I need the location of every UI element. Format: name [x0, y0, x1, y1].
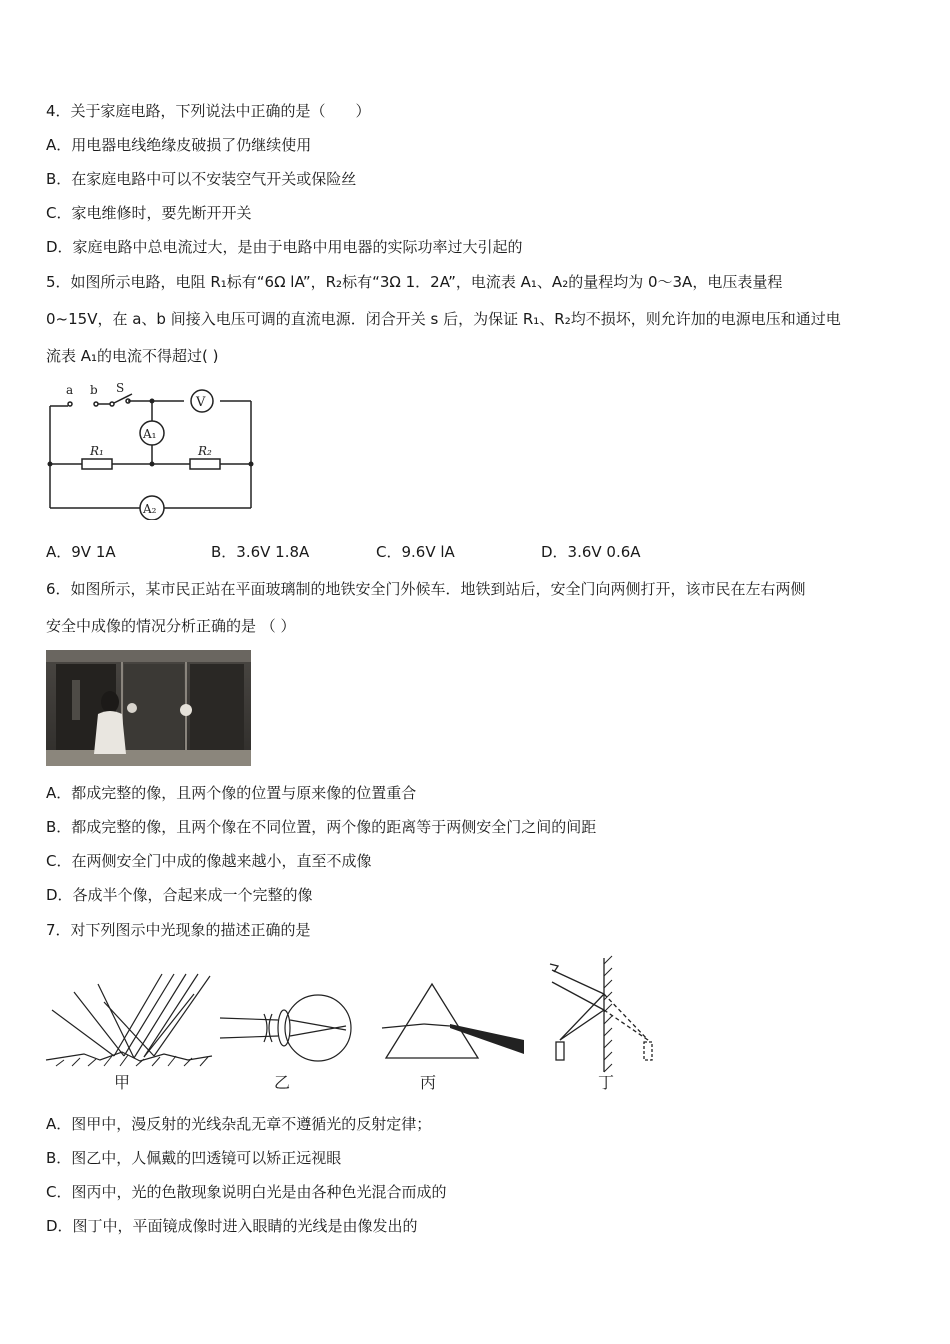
- q5-option-b: B．3.6V 1.8A: [211, 543, 310, 561]
- q7-option-b: B．图乙中，人佩戴的凹透镜可以矫正远视眼: [46, 1149, 342, 1167]
- q6-option-a: A．都成完整的像，且两个像的位置与原来像的位置重合: [46, 784, 417, 802]
- q5-option-d: D．3.6V 0.6A: [541, 543, 641, 561]
- q4-option-b: B．在家庭电路中可以不安装空气开关或保险丝: [46, 170, 357, 188]
- q7-option-c: C．图丙中，光的色散现象说明白光是由各种色光混合而成的: [46, 1183, 447, 1201]
- q5-stem-line-3: 流表 A₁的电流不得超过( ): [46, 347, 219, 365]
- q6-option-d: D．各成半个像，合起来成一个完整的像: [46, 886, 313, 904]
- q5-stem-line-2: 0~15V，在 a、b 间接入电压可调的直流电源．闭合开关 s 后，为保证 R₁、R₂均不损坏，则允许加的电源电压和通过电: [46, 310, 841, 328]
- label-b: b: [90, 383, 98, 397]
- q6-option-c: C．在两侧安全门中成的像越来越小，直至不成像: [46, 852, 372, 870]
- q7-stem: 7．对下列图示中光现象的描述正确的是: [46, 921, 311, 939]
- q5-circuit-diagram: [44, 380, 260, 520]
- q6-subway-photo: [46, 650, 251, 766]
- q4-option-c: C．家电维修时，要先断开开关: [46, 204, 252, 222]
- q7-figure-bing: [380, 962, 530, 1094]
- label-bing: 丙: [420, 1073, 437, 1092]
- q6-option-b: B．都成完整的像，且两个像在不同位置，两个像的距离等于两侧安全门之间的间距: [46, 818, 597, 836]
- q6-stem-line-2: 安全中成像的情况分析正确的是 （ ）: [46, 617, 296, 635]
- ammeter-a2-label: A₂: [143, 502, 157, 516]
- ammeter-a1-label: A₁: [143, 427, 157, 441]
- q4-stem: 4．关于家庭电路，下列说法中正确的是（ ）: [46, 102, 371, 120]
- q5-option-a: A．9V 1A: [46, 543, 116, 561]
- q6-stem-line-1: 6．如图所示，某市民正站在平面玻璃制的地铁安全门外候车．地铁到站后，安全门向两侧打开，该市民在左右两侧: [46, 580, 806, 598]
- q4-option-a: A．用电器电线绝缘皮破损了仍继续使用: [46, 136, 312, 154]
- label-yi: 乙: [274, 1073, 291, 1092]
- label-jia: 甲: [114, 1073, 131, 1092]
- q7-figure-jia: [44, 962, 218, 1094]
- q7-option-d: D．图丁中，平面镜成像时进入眼睛的光线是由像发出的: [46, 1217, 418, 1235]
- q5-option-c: C．9.6V lA: [376, 543, 455, 561]
- label-s: S: [116, 381, 125, 395]
- q7-option-a: A．图甲中，漫反射的光线杂乱无章不遵循光的反射定律；: [46, 1115, 432, 1133]
- q4-option-d: D．家庭电路中总电流过大，是由于电路中用电器的实际功率过大引起的: [46, 238, 523, 256]
- q7-figure-yi: [218, 962, 358, 1094]
- r2-label: R₂: [198, 444, 212, 458]
- q7-figure-ding: [544, 954, 664, 1094]
- label-ding: 丁: [598, 1073, 615, 1092]
- label-a: a: [66, 383, 74, 397]
- voltmeter-label: V: [196, 395, 206, 410]
- r1-label: R₁: [90, 444, 104, 458]
- q5-stem-line-1: 5．如图所示电路，电阻 R₁标有“6Ω lA”，R₂标有“3Ω 1．2A”，电流表 A₁、A₂的量程均为 0～3A，电压表量程: [46, 273, 783, 291]
